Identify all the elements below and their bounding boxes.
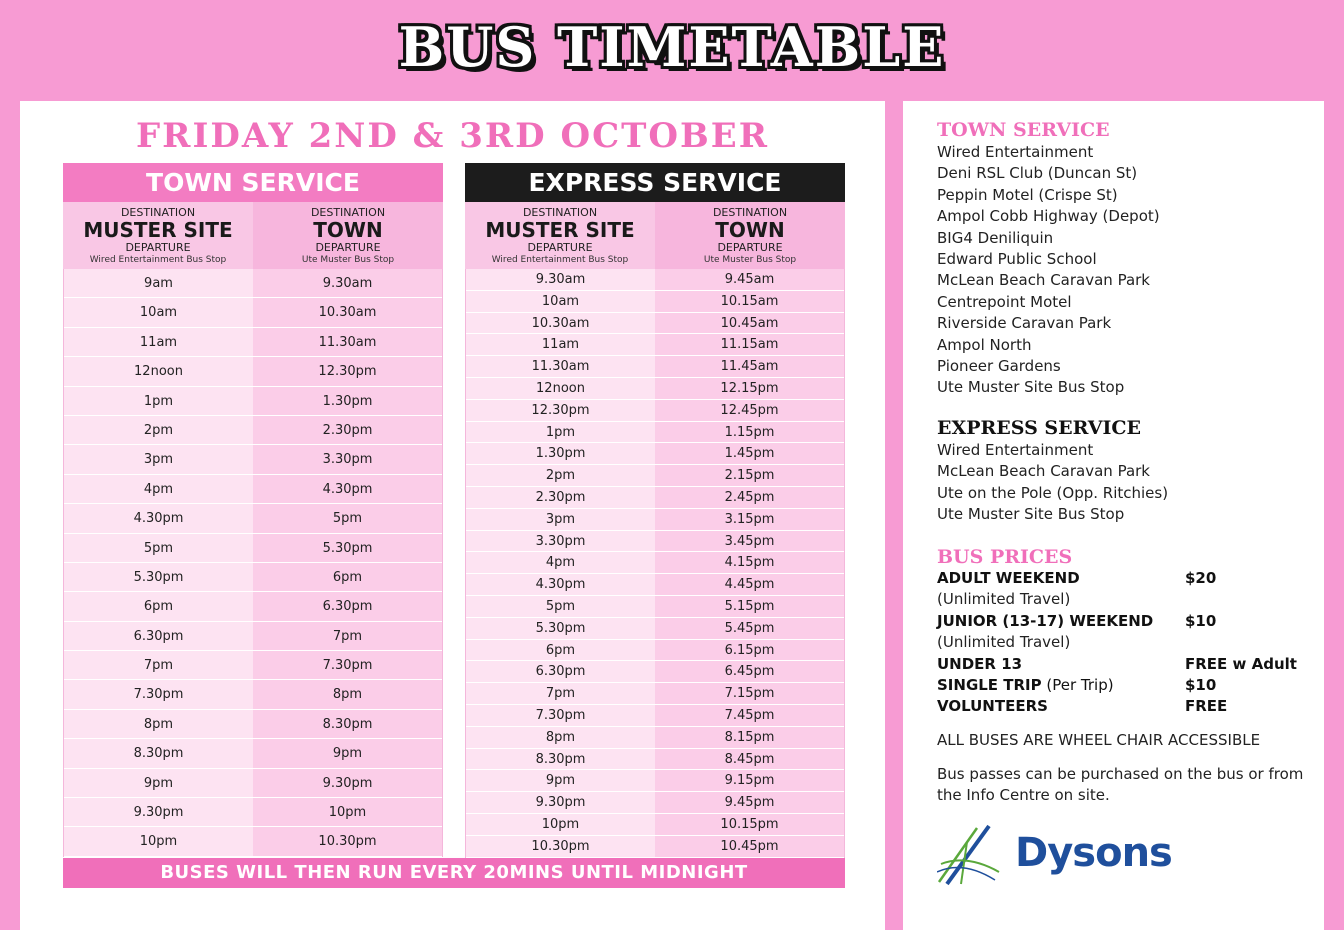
table-row <box>466 683 844 705</box>
departure-label: DEPARTURE <box>527 241 593 254</box>
table-row <box>466 552 844 574</box>
town-time: 4.45pm <box>655 574 844 596</box>
town-stops-heading: TOWN SERVICE <box>937 119 1110 141</box>
town-time: 2.15pm <box>655 465 844 487</box>
table-row <box>466 836 844 858</box>
muster-site-time: 8.30pm <box>64 739 253 768</box>
destination-name: MUSTER SITE <box>485 218 635 242</box>
stop-item: Wired Entertainment <box>937 441 1094 459</box>
muster-site-time: 3pm <box>64 445 253 474</box>
table-row <box>466 727 844 749</box>
town-stops-list <box>937 142 1160 399</box>
town-time: 12.30pm <box>253 357 442 386</box>
price-value: $10 <box>1185 611 1217 630</box>
muster-site-time: 12.30pm <box>466 400 655 422</box>
stop-item: Riverside Caravan Park <box>937 314 1112 333</box>
departure-label: DEPARTURE <box>717 241 783 254</box>
muster-site-time: 6pm <box>466 640 655 662</box>
town-time: 9.45am <box>655 269 844 291</box>
table-row <box>64 504 442 533</box>
town-time: 9.45pm <box>655 792 844 814</box>
destination-cell <box>253 202 443 269</box>
town-time: 10.15pm <box>655 814 844 836</box>
town-time: 7pm <box>253 622 442 651</box>
muster-site-time: 11am <box>64 328 253 357</box>
express-stops-list <box>937 440 1168 526</box>
town-time-rows <box>63 269 443 857</box>
stop-item: Ute on the Pole (Opp. Ritchies) <box>937 483 1169 502</box>
table-row <box>466 422 844 444</box>
town-time: 4.30pm <box>253 475 442 504</box>
departure-stop: Wired Entertainment Bus Stop <box>89 255 227 265</box>
table-row <box>64 739 442 768</box>
departure-stop: Ute Muster Bus Stop <box>703 255 797 265</box>
stop-item: Deni RSL Club (Duncan St) <box>937 164 1138 183</box>
destination-cell <box>655 202 845 269</box>
table-row <box>466 400 844 422</box>
price-value: FREE <box>1185 697 1228 716</box>
table-row <box>64 445 442 474</box>
muster-site-time: 7.30pm <box>64 680 253 709</box>
muster-site-time: 6.30pm <box>466 661 655 683</box>
page-title: BUS TIMETABLE <box>398 15 946 79</box>
muster-site-time: 4.30pm <box>466 574 655 596</box>
destination-row <box>465 202 845 269</box>
table-row <box>466 574 844 596</box>
price-value: FREE w Adult <box>1185 654 1297 673</box>
table-row <box>466 334 844 356</box>
muster-site-time: 3pm <box>466 509 655 531</box>
stop-item: Ampol North <box>937 335 1032 354</box>
timetable-panel <box>20 101 885 930</box>
town-time: 6.45pm <box>655 661 844 683</box>
town-time: 10pm <box>253 798 442 827</box>
town-time: 8pm <box>253 680 442 709</box>
town-time: 3.30pm <box>253 445 442 474</box>
dysons-logo <box>937 824 1177 886</box>
town-time: 5.30pm <box>253 534 442 563</box>
price-list <box>937 568 1307 718</box>
muster-site-time: 8.30pm <box>466 749 655 771</box>
footer-banner: BUSES WILL THEN RUN EVERY 20MINS UNTIL MIDNIGHT <box>63 858 845 888</box>
table-row <box>466 291 844 313</box>
stop-item: Ampol Cobb Highway (Depot) <box>937 207 1160 226</box>
stop-item: Edward Public School <box>937 250 1097 269</box>
accessibility-note: ALL BUSES ARE WHEEL CHAIR ACCESSIBLE <box>937 731 1261 749</box>
price-note: (Unlimited Travel) <box>937 633 1071 652</box>
muster-site-time: 7pm <box>466 683 655 705</box>
muster-site-time: 11am <box>466 334 655 356</box>
table-row <box>64 592 442 621</box>
town-time: 9.30am <box>253 269 442 298</box>
town-time: 9pm <box>253 739 442 768</box>
town-time: 2.45pm <box>655 487 844 509</box>
table-row <box>466 792 844 814</box>
town-time: 1.15pm <box>655 422 844 444</box>
destination-label: DESTINATION <box>712 206 788 219</box>
muster-site-time: 9am <box>64 269 253 298</box>
muster-site-time: 9.30am <box>466 269 655 291</box>
passes-note: Bus passes can be purchased on the bus or from the Info Centre on site. <box>937 765 1304 804</box>
price-label: UNDER 13 <box>937 654 1023 673</box>
town-time: 12.45pm <box>655 400 844 422</box>
departure-stop: Ute Muster Bus Stop <box>301 255 395 265</box>
price-label: VOLUNTEERS <box>937 697 1048 716</box>
table-row <box>64 387 442 416</box>
muster-site-time: 2.30pm <box>466 487 655 509</box>
muster-site-time: 1.30pm <box>466 443 655 465</box>
table-row <box>64 269 442 298</box>
town-time: 6.30pm <box>253 592 442 621</box>
town-time: 9.15pm <box>655 770 844 792</box>
price-label-suffix: (Per Trip) <box>1041 676 1114 695</box>
price-label: JUNIOR (13-17) WEEKEND <box>937 611 1154 630</box>
destination-label: DESTINATION <box>310 206 386 219</box>
price-row-volunteers <box>937 696 1307 717</box>
table-row <box>64 651 442 680</box>
table-row <box>64 298 442 327</box>
departure-stop: Wired Entertainment Bus Stop <box>491 255 629 265</box>
date-heading: FRIDAY 2ND & 3RD OCTOBER <box>136 116 769 156</box>
muster-site-time: 9pm <box>466 770 655 792</box>
town-time: 4.15pm <box>655 552 844 574</box>
table-row <box>466 705 844 727</box>
town-time: 9.30pm <box>253 769 442 798</box>
muster-site-time: 5pm <box>466 596 655 618</box>
muster-site-time: 4pm <box>466 552 655 574</box>
logo-text: Dysons <box>1015 830 1172 876</box>
muster-site-time: 8pm <box>466 727 655 749</box>
price-value: $10 <box>1185 676 1217 695</box>
table-row <box>466 749 844 771</box>
express-time-rows <box>465 269 845 858</box>
muster-site-time: 9pm <box>64 769 253 798</box>
table-row <box>64 534 442 563</box>
table-row <box>466 378 844 400</box>
stop-item: Peppin Motel (Crispe St) <box>937 185 1118 204</box>
town-time: 12.15pm <box>655 378 844 400</box>
table-row <box>466 618 844 640</box>
table-row <box>64 710 442 739</box>
muster-site-time: 10.30am <box>466 313 655 335</box>
destination-cell <box>465 202 655 269</box>
destination-label: DESTINATION <box>120 206 196 219</box>
price-label: ADULT WEEKEND <box>937 569 1080 587</box>
town-service-table <box>63 163 443 857</box>
express-stops-heading: EXPRESS SERVICE <box>937 417 1141 439</box>
town-time: 10.30am <box>253 298 442 327</box>
muster-site-time: 5.30pm <box>64 563 253 592</box>
table-row <box>64 475 442 504</box>
info-panel <box>903 101 1324 930</box>
town-time: 10.45am <box>655 313 844 335</box>
stop-item: Ute Muster Site Bus Stop <box>937 378 1125 397</box>
town-time: 7.15pm <box>655 683 844 705</box>
town-time: 8.45pm <box>655 749 844 771</box>
stop-item: McLean Beach Caravan Park <box>937 271 1150 290</box>
price-label: SINGLE TRIP <box>937 676 1042 695</box>
muster-site-time: 9.30pm <box>64 798 253 827</box>
price-row-single <box>937 675 1307 696</box>
destination-name: MUSTER SITE <box>83 218 233 242</box>
town-time: 5pm <box>253 504 442 533</box>
destination-cell <box>63 202 253 269</box>
town-time: 6.15pm <box>655 640 844 662</box>
town-time: 11.45am <box>655 356 844 378</box>
muster-site-time: 1pm <box>466 422 655 444</box>
muster-site-time: 1pm <box>64 387 253 416</box>
destination-name: TOWN <box>313 218 383 242</box>
town-time: 1.30pm <box>253 387 442 416</box>
town-time: 11.15am <box>655 334 844 356</box>
stop-item: Centrepoint Motel <box>937 292 1072 311</box>
town-time: 3.15pm <box>655 509 844 531</box>
departure-label: DEPARTURE <box>315 241 381 254</box>
muster-site-time: 6.30pm <box>64 622 253 651</box>
price-row-junior <box>937 611 1307 632</box>
table-row <box>466 356 844 378</box>
table-row <box>466 313 844 335</box>
stop-item: BIG4 Deniliquin <box>937 228 1054 247</box>
destination-name: TOWN <box>715 218 785 242</box>
table-row <box>64 798 442 827</box>
muster-site-time: 9.30pm <box>466 792 655 814</box>
muster-site-time: 7.30pm <box>466 705 655 727</box>
table-row <box>64 328 442 357</box>
town-time: 5.45pm <box>655 618 844 640</box>
table-row <box>64 680 442 709</box>
town-time: 3.45pm <box>655 531 844 553</box>
town-time: 8.30pm <box>253 710 442 739</box>
table-row <box>466 640 844 662</box>
muster-site-time: 8pm <box>64 710 253 739</box>
stop-item: Wired Entertainment <box>937 143 1094 161</box>
town-time: 5.15pm <box>655 596 844 618</box>
muster-site-time: 10am <box>466 291 655 313</box>
table-row <box>64 416 442 445</box>
destination-row <box>63 202 443 269</box>
muster-site-time: 2pm <box>466 465 655 487</box>
table-row <box>466 531 844 553</box>
stop-item: Pioneer Gardens <box>937 357 1061 376</box>
muster-site-time: 6pm <box>64 592 253 621</box>
town-time: 10.30pm <box>253 827 442 856</box>
muster-site-time: 10.30pm <box>466 836 655 858</box>
table-row <box>466 509 844 531</box>
table-row <box>64 357 442 386</box>
town-time: 1.45pm <box>655 443 844 465</box>
muster-site-time: 2pm <box>64 416 253 445</box>
muster-site-time: 4.30pm <box>64 504 253 533</box>
table-row <box>466 443 844 465</box>
prices-heading: BUS PRICES <box>937 546 1073 568</box>
express-service-header: EXPRESS SERVICE <box>465 163 845 202</box>
table-row <box>64 563 442 592</box>
departure-label: DEPARTURE <box>125 241 191 254</box>
muster-site-time: 4pm <box>64 475 253 504</box>
town-time: 10.15am <box>655 291 844 313</box>
muster-site-time: 12noon <box>466 378 655 400</box>
dysons-swoosh-icon <box>937 824 1017 886</box>
town-time: 7.45pm <box>655 705 844 727</box>
town-time: 11.30am <box>253 328 442 357</box>
muster-site-time: 5.30pm <box>466 618 655 640</box>
muster-site-time: 11.30am <box>466 356 655 378</box>
table-row <box>64 622 442 651</box>
table-row <box>466 465 844 487</box>
town-time: 7.30pm <box>253 651 442 680</box>
muster-site-time: 5pm <box>64 534 253 563</box>
muster-site-time: 12noon <box>64 357 253 386</box>
town-time: 2.30pm <box>253 416 442 445</box>
table-row <box>64 827 442 856</box>
town-service-header: TOWN SERVICE <box>63 163 443 202</box>
town-time: 10.45pm <box>655 836 844 858</box>
price-row-under13 <box>937 654 1307 675</box>
table-row <box>64 769 442 798</box>
muster-site-time: 3.30pm <box>466 531 655 553</box>
stop-item: McLean Beach Caravan Park <box>937 462 1150 481</box>
muster-site-time: 10am <box>64 298 253 327</box>
table-row <box>466 770 844 792</box>
table-row <box>466 487 844 509</box>
muster-site-time: 10pm <box>466 814 655 836</box>
price-note: (Unlimited Travel) <box>937 590 1071 609</box>
muster-site-time: 7pm <box>64 651 253 680</box>
table-row <box>466 269 844 291</box>
price-value: $20 <box>1185 569 1217 587</box>
price-row-adult <box>937 568 1307 589</box>
table-row <box>466 814 844 836</box>
town-time: 8.15pm <box>655 727 844 749</box>
table-row <box>466 661 844 683</box>
stop-item: Ute Muster Site Bus Stop <box>937 505 1125 524</box>
town-time: 6pm <box>253 563 442 592</box>
destination-label: DESTINATION <box>522 206 598 219</box>
muster-site-time: 10pm <box>64 827 253 856</box>
table-row <box>466 596 844 618</box>
express-service-table <box>465 163 845 858</box>
